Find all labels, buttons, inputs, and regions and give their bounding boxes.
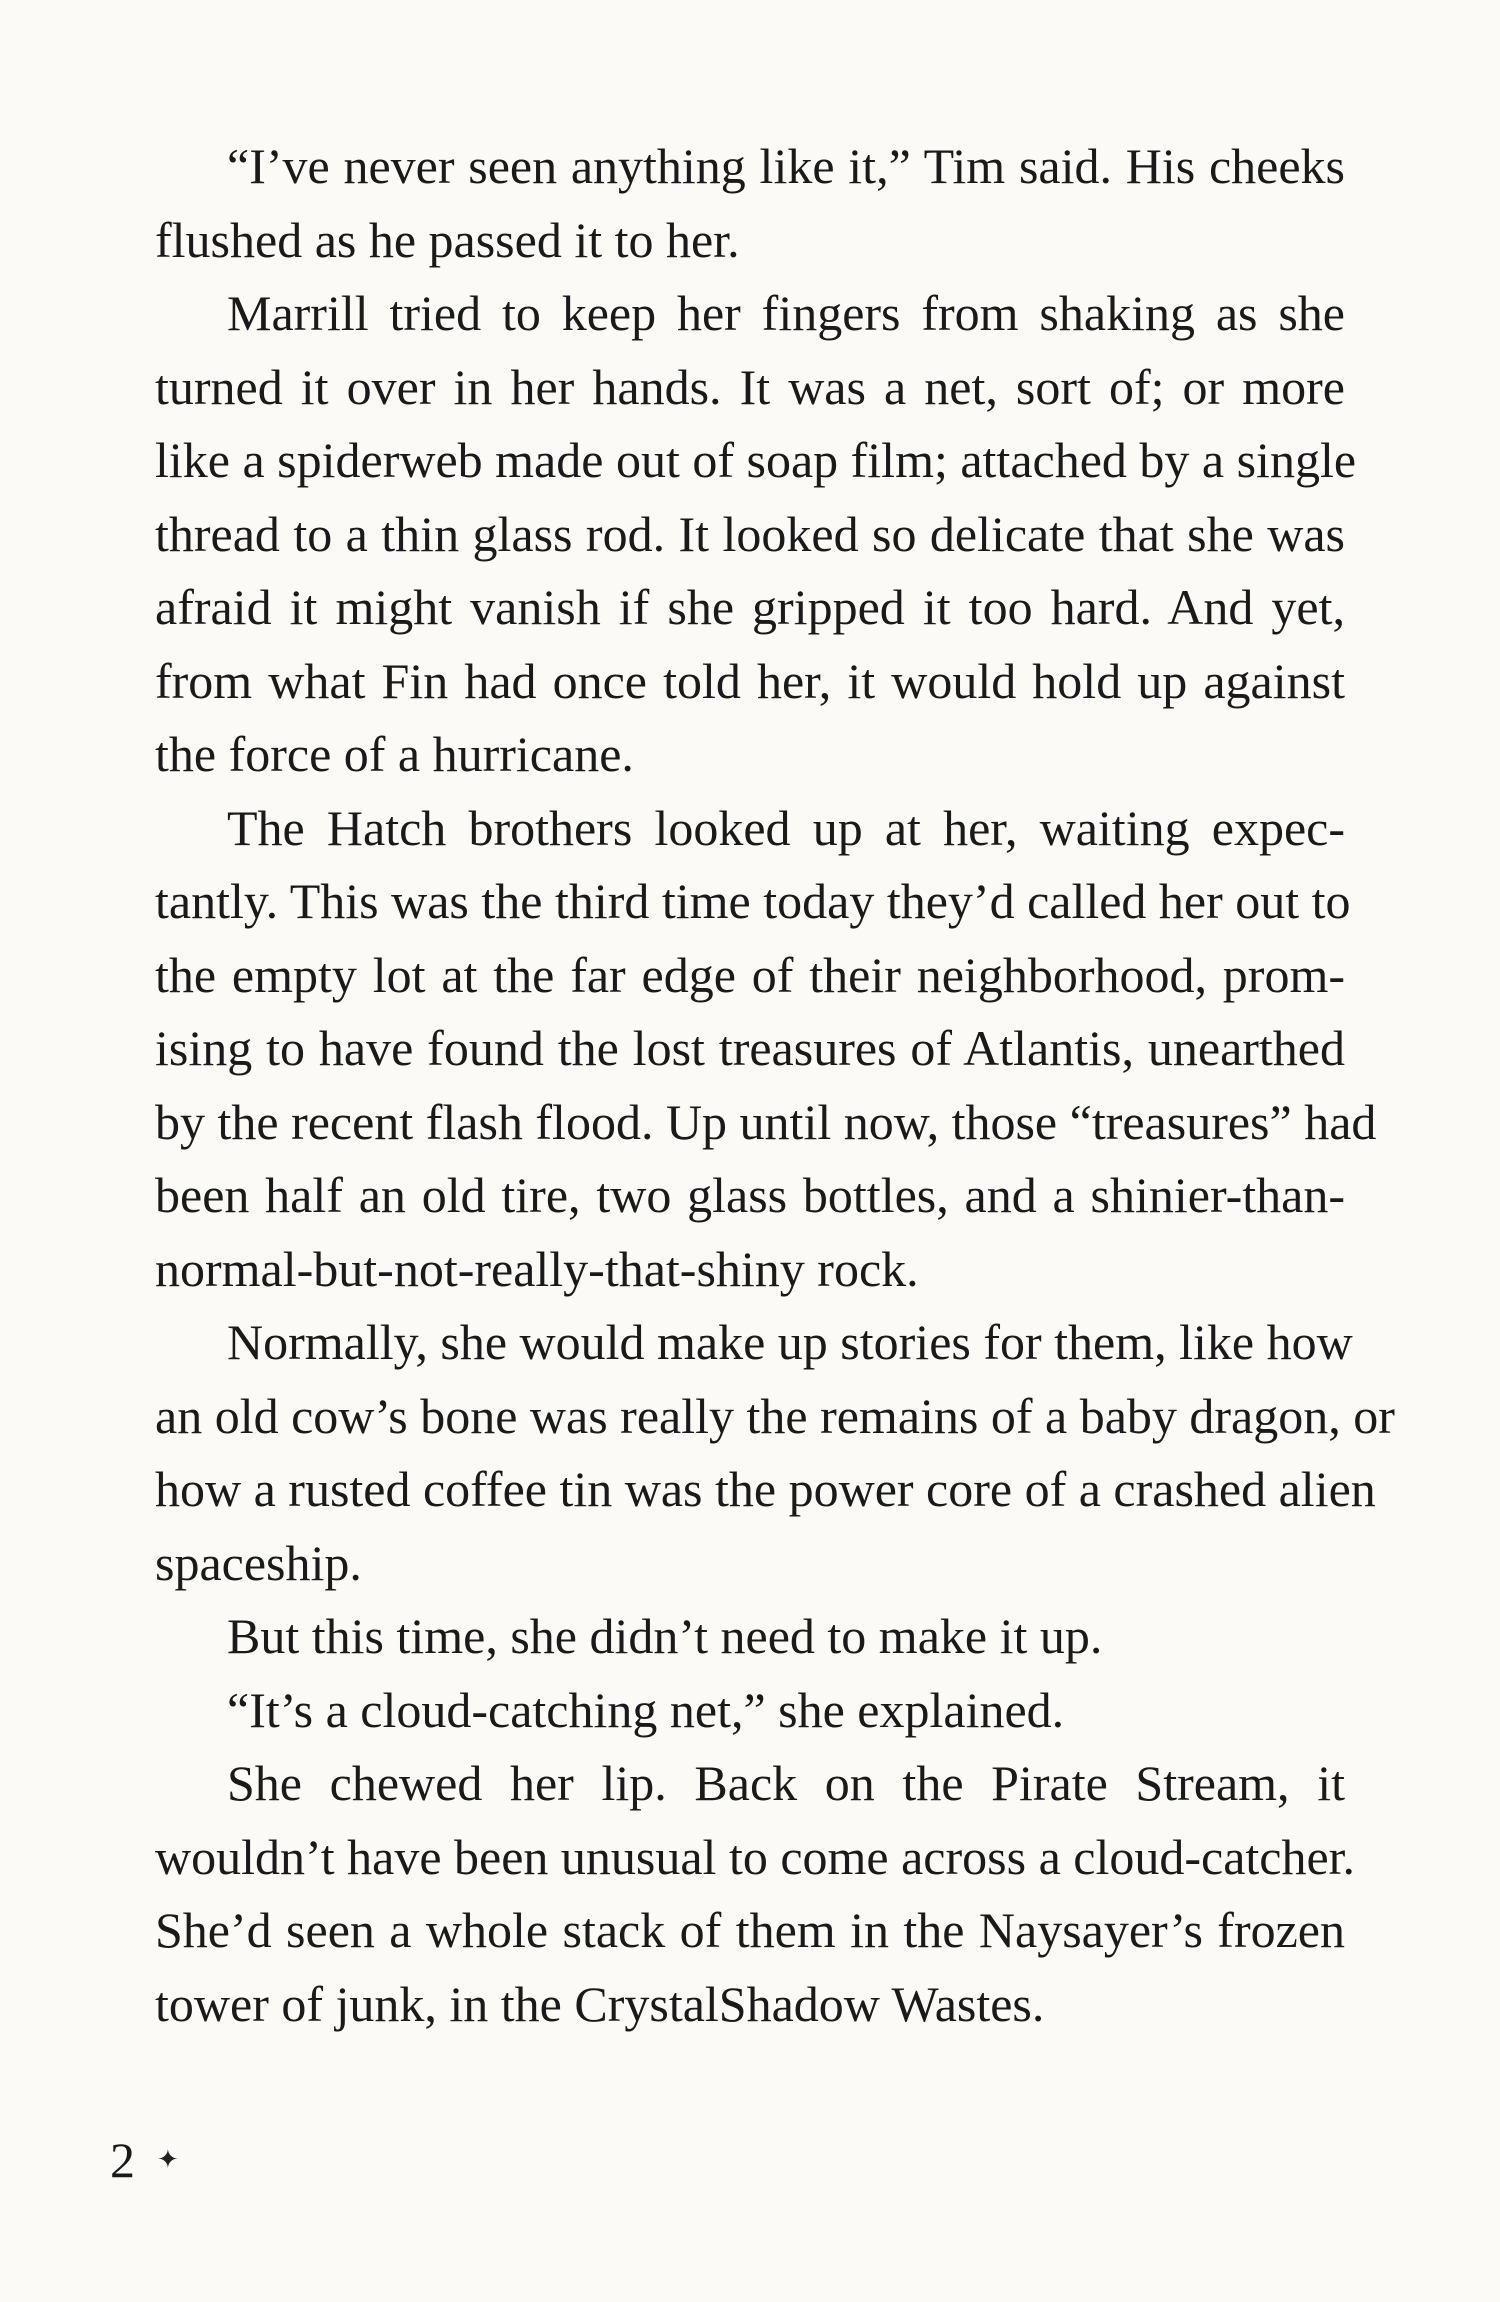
text-line: the force of a hurricane.	[155, 726, 634, 782]
text-line: tower of junk, in the CrystalShadow Wastes.	[155, 1975, 1045, 2032]
body-text	[155, 130, 1395, 2041]
ornament-star-icon: ✦	[157, 2145, 179, 2174]
text-line: an old cow’s bone was really the remains of a baby dragon, or	[155, 1387, 1395, 1444]
text-line: But this time, she didn’t need to make it up.	[227, 1608, 1103, 1664]
text-line: spaceship.	[155, 1534, 362, 1591]
text-line: like a spiderweb made out of soap film; attached by a single	[155, 432, 1357, 488]
text-line: by the recent flash flood. Up until now, those “treasures” had	[155, 1093, 1377, 1150]
text-line: tantly. This was the third time today they’d called her out to	[155, 873, 1351, 929]
text-line: “I’ve never seen anything like it,” Tim said. His cheeks	[227, 138, 1345, 194]
page-number: 2	[110, 2132, 135, 2188]
text-line: afraid it might vanish if she gripped it too hard. And yet,	[155, 579, 1345, 635]
text-line: normal-but-not-really-that-shiny rock.	[155, 1240, 919, 1297]
text-line: turned it over in her hands. It was a net, sort of; or more	[155, 358, 1345, 415]
page-footer	[110, 2130, 179, 2190]
text-line: Normally, she would make up stories for them, like how	[227, 1314, 1353, 1370]
text-line: flushed as he passed it to her.	[155, 211, 740, 268]
text-line: from what Fin had once told her, it would hold up against	[155, 652, 1345, 709]
text-line: She chewed her lip. Back on the Pirate Stream, it	[227, 1755, 1345, 1811]
text-line: “It’s a cloud-catching net,” she explained.	[227, 1681, 1065, 1738]
text-line: She’d seen a whole stack of them in the Naysayer’s frozen	[155, 1902, 1345, 1958]
text-line: ising to have found the lost treasures of Atlantis, unearthed	[155, 1020, 1345, 1076]
text-line: thread to a thin glass rod. It looked so delicate that she was	[155, 505, 1345, 562]
text-line: Marrill tried to keep her fingers from shaking as she	[227, 285, 1345, 341]
text-line: been half an old tire, two glass bottles, and a shinier-than-	[155, 1167, 1345, 1223]
text-line: how a rusted coffee tin was the power core of a crashed alien	[155, 1461, 1376, 1517]
text-line: wouldn’t have been unusual to come across a cloud-catcher.	[155, 1828, 1356, 1885]
text-line: The Hatch brothers looked up at her, waiting expec-	[227, 799, 1345, 856]
text-line: the empty lot at the far edge of their neighborhood, prom-	[155, 946, 1345, 1003]
